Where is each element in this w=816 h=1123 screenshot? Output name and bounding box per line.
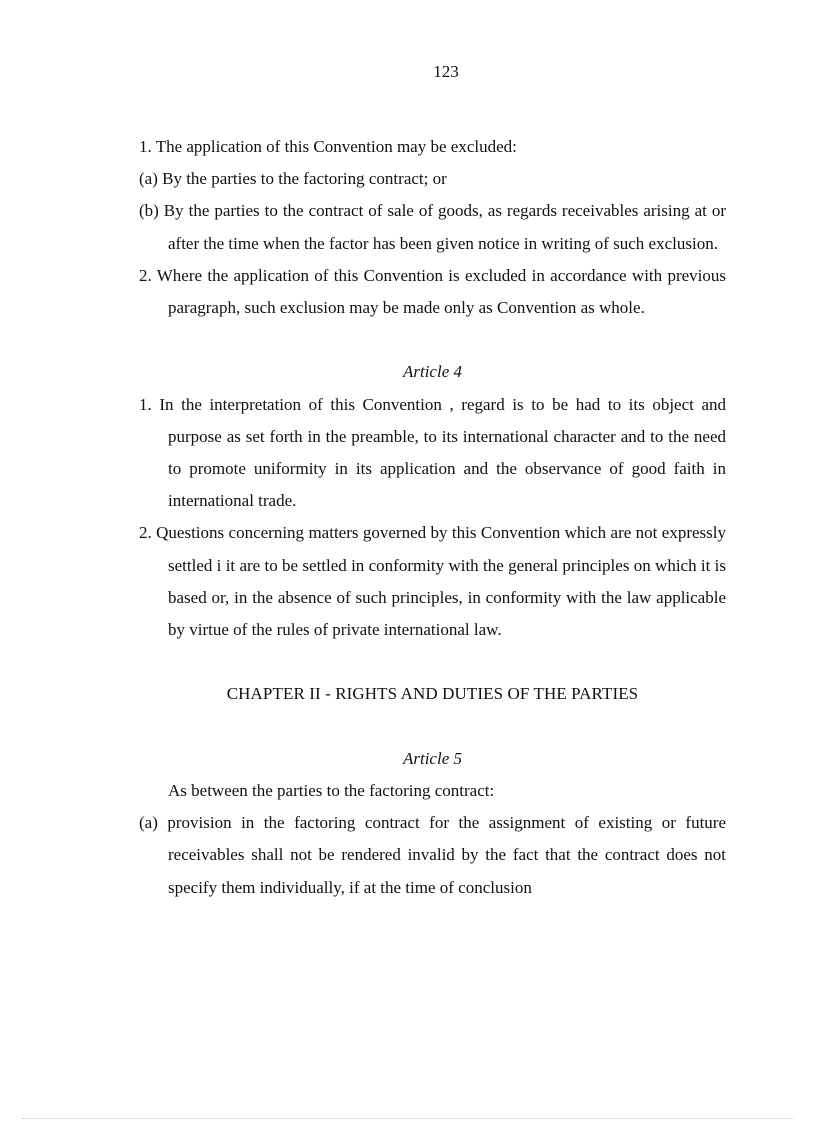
- page-bottom-divider: [22, 1118, 794, 1119]
- paragraph-exclusion-intro: 1. The application of this Convention may be excluded:: [139, 137, 517, 156]
- article-5-heading: Article 5: [402, 748, 462, 768]
- article-4-heading: Article 4: [402, 362, 462, 382]
- spacer: [139, 324, 726, 356]
- chapter-heading: CHAPTER II - RIGHTS AND DUTIES OF THE PARTIES: [226, 684, 639, 704]
- paragraph-interpretation-1: 1. In the interpretation of this Convention , regard is to be had to its object and purpose as set forth in the preamble, to its international character and to the need to promote uniformity in its application and the observance of good faith in international trade.: [139, 394, 726, 511]
- document-body: [139, 131, 726, 904]
- paragraph-exclusion-2: 2. Where the application of this Convention is excluded in accordance with previous paragraph, such exclusion may be made only as Convention as whole.: [139, 265, 726, 318]
- paragraph-article-5-a: (a) provision in the factoring contract for the assignment of existing or future receivables shall not be rendered invalid by the fact that the contract does not specify them individually, if at the time of conclusion: [139, 813, 726, 897]
- paragraph-exclusion-a: (a) By the parties to the factoring contract; or: [139, 169, 447, 189]
- paragraph-interpretation-2: 2. Questions concerning matters governed by this Convention which are not expressly settled i it are to be settled in conformity with the general principles on which it is based or, in the absence of such principles, in conformity with the law applicable by virtue of the rules of private international law.: [139, 523, 726, 640]
- paragraph-exclusion-b: (b) By the parties to the contract of sale of goods, as regards receivables arising at or after the time when the factor has been given notice in writing of such exclusion.: [139, 201, 726, 253]
- spacer: [139, 646, 726, 678]
- paragraph-article-5-intro: As between the parties to the factoring contract:: [168, 781, 495, 801]
- page-number: 123: [433, 62, 459, 81]
- spacer: [139, 711, 726, 743]
